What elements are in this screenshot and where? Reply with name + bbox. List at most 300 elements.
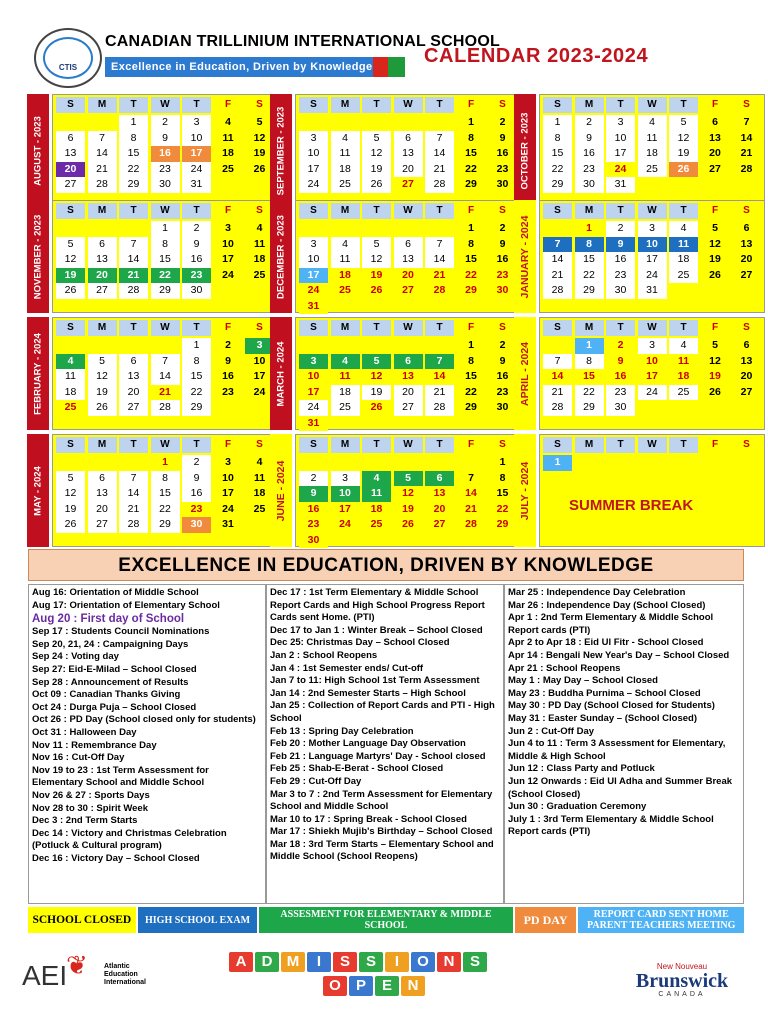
month-label-text: SEPTEMBER - 2023 bbox=[275, 106, 287, 195]
weekday-header: F bbox=[701, 437, 730, 453]
day-cell: 8 bbox=[457, 237, 486, 253]
day-cell: 18 bbox=[362, 502, 391, 518]
day-cell: 11 bbox=[331, 369, 360, 385]
day-cell: 23 bbox=[182, 502, 211, 518]
day-cell: 30 bbox=[151, 177, 180, 193]
month-grid bbox=[539, 317, 765, 430]
day-cell: 25 bbox=[331, 177, 360, 193]
day-cell: 9 bbox=[606, 237, 635, 253]
day-cell: 12 bbox=[701, 354, 730, 370]
event-item: Jan 25 : Collection of Report Cards and PTI - High School bbox=[270, 700, 495, 724]
day-cell: 11 bbox=[669, 354, 698, 370]
event-item: Sep 17 : Students Council Nominations bbox=[32, 626, 210, 638]
day-cell: 8 bbox=[575, 354, 604, 370]
day-cell: 28 bbox=[119, 283, 148, 299]
day-cell: 22 bbox=[457, 268, 486, 284]
day-cell: 3 bbox=[214, 221, 243, 237]
day-cell: 29 bbox=[457, 177, 486, 193]
day-cell: 27 bbox=[88, 517, 117, 533]
event-item: Aug 20 : First day of School bbox=[32, 613, 185, 626]
day-cell: 29 bbox=[488, 517, 517, 533]
day-cell: 18 bbox=[56, 385, 85, 401]
weekday-header: S bbox=[299, 203, 328, 219]
month-label bbox=[27, 94, 49, 207]
day-cell: 10 bbox=[299, 369, 328, 385]
day-cell: 8 bbox=[457, 354, 486, 370]
event-item: Mar 10 to 17 : Spring Break - School Closed bbox=[270, 813, 467, 825]
weekday-header: T bbox=[425, 203, 454, 219]
weekday-header: S bbox=[245, 320, 274, 336]
month-label-text: FEBRUARY - 2024 bbox=[32, 332, 44, 415]
maple-leaf-icon: ❦ bbox=[66, 950, 88, 980]
day-cell: 24 bbox=[299, 283, 328, 299]
weekday-header: M bbox=[88, 203, 117, 219]
day-cell: 2 bbox=[182, 455, 211, 471]
day-cell: 23 bbox=[488, 268, 517, 284]
weekday-header: S bbox=[56, 320, 85, 336]
weekday-header: T bbox=[119, 97, 148, 113]
month-grid bbox=[52, 94, 278, 207]
day-cell: 25 bbox=[331, 283, 360, 299]
day-cell: 11 bbox=[214, 131, 243, 147]
month-grid bbox=[539, 434, 765, 547]
day-cell: 15 bbox=[119, 146, 148, 162]
day-cell: 7 bbox=[119, 471, 148, 487]
month-label bbox=[270, 317, 292, 430]
day-cell: 31 bbox=[299, 299, 328, 315]
admissions-letter: N bbox=[437, 952, 461, 972]
day-cell: 22 bbox=[488, 502, 517, 518]
weekday-header: W bbox=[638, 203, 667, 219]
month-grid bbox=[295, 317, 521, 430]
event-item: Dec 17 to Jan 1 : Winter Break – School Closed bbox=[270, 624, 483, 636]
event-item: Jan 14 : 2nd Semester Starts – High School bbox=[270, 687, 466, 699]
month-label-text: JANUARY - 2024 bbox=[519, 215, 531, 298]
day-cell: 25 bbox=[214, 162, 243, 178]
month-label-text: NOVEMBER - 2023 bbox=[32, 214, 44, 299]
admissions-letter: M bbox=[281, 952, 305, 972]
day-cell: 21 bbox=[425, 162, 454, 178]
weekday-header: S bbox=[543, 437, 572, 453]
month-label-text: OCTOBER - 2023 bbox=[519, 112, 531, 189]
weekday-header: S bbox=[299, 320, 328, 336]
day-cell: 31 bbox=[214, 517, 243, 533]
legend bbox=[28, 907, 744, 933]
day-cell: 19 bbox=[394, 502, 423, 518]
day-cell: 21 bbox=[732, 146, 761, 162]
event-item: Aug 17: Orientation of Elementary School bbox=[32, 599, 220, 611]
month-label bbox=[514, 317, 536, 430]
day-cell: 16 bbox=[575, 146, 604, 162]
legend-assessment: ASSESMENT FOR ELEMENTARY & MIDDLE SCHOOL bbox=[259, 907, 512, 933]
day-cell: 21 bbox=[151, 385, 180, 401]
admissions-letter: S bbox=[463, 952, 487, 972]
day-cell: 30 bbox=[182, 517, 211, 533]
day-cell: 10 bbox=[606, 131, 635, 147]
day-cell: 19 bbox=[701, 252, 730, 268]
weekday-header: T bbox=[669, 320, 698, 336]
day-cell: 20 bbox=[732, 252, 761, 268]
day-cell: 26 bbox=[362, 177, 391, 193]
day-cell: 8 bbox=[119, 131, 148, 147]
day-cell: 18 bbox=[331, 162, 360, 178]
day-cell: 12 bbox=[56, 252, 85, 268]
day-cell: 1 bbox=[119, 115, 148, 131]
month-label-text: MAY - 2024 bbox=[32, 465, 44, 516]
weekday-header: W bbox=[151, 437, 180, 453]
day-cell: 10 bbox=[638, 354, 667, 370]
day-cell: 23 bbox=[606, 268, 635, 284]
day-cell: 22 bbox=[151, 502, 180, 518]
weekday-header: S bbox=[543, 203, 572, 219]
day-cell: 12 bbox=[394, 486, 423, 502]
day-cell: 14 bbox=[119, 486, 148, 502]
day-cell: 22 bbox=[575, 268, 604, 284]
day-cell: 4 bbox=[56, 354, 85, 370]
day-cell: 4 bbox=[331, 354, 360, 370]
event-item: Jun 12 : Class Party and Potluck bbox=[508, 763, 655, 775]
weekday-header: T bbox=[182, 203, 211, 219]
day-cell: 28 bbox=[425, 400, 454, 416]
weekday-header: S bbox=[56, 97, 85, 113]
weekday-header: F bbox=[214, 203, 243, 219]
day-cell: 20 bbox=[88, 268, 117, 284]
day-cell: 30 bbox=[606, 400, 635, 416]
day-cell: 28 bbox=[543, 283, 572, 299]
day-cell: 12 bbox=[362, 146, 391, 162]
day-cell: 4 bbox=[638, 115, 667, 131]
day-cell: 1 bbox=[151, 455, 180, 471]
day-cell: 5 bbox=[245, 115, 274, 131]
day-cell: 17 bbox=[638, 252, 667, 268]
day-cell: 13 bbox=[88, 252, 117, 268]
month-grid bbox=[52, 317, 278, 430]
month-11 bbox=[512, 434, 768, 549]
weekday-header: M bbox=[575, 203, 604, 219]
day-cell: 6 bbox=[701, 115, 730, 131]
day-cell: 26 bbox=[56, 517, 85, 533]
day-cell: 17 bbox=[182, 146, 211, 162]
event-item: Jun 12 Onwards : Eid Ul Adha and Summer Break (School Closed) bbox=[508, 775, 733, 800]
day-cell: 6 bbox=[88, 471, 117, 487]
day-cell: 6 bbox=[394, 237, 423, 253]
day-cell: 1 bbox=[575, 221, 604, 237]
open-letter: O bbox=[323, 976, 347, 996]
day-cell: 6 bbox=[394, 354, 423, 370]
day-cell: 18 bbox=[245, 252, 274, 268]
day-cell: 8 bbox=[182, 354, 211, 370]
day-cell: 11 bbox=[245, 471, 274, 487]
event-item: July 1 : 3rd Term Elementary & Middle School Report cards (PTI) bbox=[508, 813, 714, 838]
event-item: Feb 29 : Cut-Off Day bbox=[270, 775, 362, 787]
weekday-header: M bbox=[331, 320, 360, 336]
day-cell: 16 bbox=[488, 146, 517, 162]
weekday-header: S bbox=[732, 437, 761, 453]
event-item: Jun 2 : Cut-Off Day bbox=[508, 725, 595, 737]
day-cell: 2 bbox=[182, 221, 211, 237]
day-cell: 8 bbox=[575, 237, 604, 253]
weekday-header: T bbox=[119, 320, 148, 336]
month-grid bbox=[295, 94, 521, 207]
day-cell: 21 bbox=[119, 268, 148, 284]
event-item: Feb 21 : Language Martyrs' Day - School closed bbox=[270, 750, 486, 762]
event-item: Oct 24 : Durga Puja – School Closed bbox=[32, 701, 197, 713]
day-cell: 27 bbox=[425, 517, 454, 533]
day-cell: 21 bbox=[543, 385, 572, 401]
weekday-header: T bbox=[606, 97, 635, 113]
day-cell: 29 bbox=[457, 400, 486, 416]
weekday-header: S bbox=[488, 437, 517, 453]
month-label-text: JUNE - 2024 bbox=[275, 460, 287, 521]
event-item: Apr 2 to Apr 18 : Eid Ul Fitr - School Closed bbox=[508, 637, 704, 649]
day-cell: 19 bbox=[56, 502, 85, 518]
month-label-text: APRIL - 2024 bbox=[519, 341, 531, 406]
day-cell: 25 bbox=[669, 385, 698, 401]
day-cell: 28 bbox=[457, 517, 486, 533]
day-cell: 16 bbox=[606, 369, 635, 385]
school-name: CANADIAN TRILLINIUM INTERNATIONAL SCHOOL bbox=[105, 33, 500, 50]
day-cell: 1 bbox=[575, 338, 604, 354]
day-cell: 5 bbox=[362, 354, 391, 370]
admissions-letter: I bbox=[385, 952, 409, 972]
event-item: Oct 31 : Halloween Day bbox=[32, 726, 137, 738]
day-cell: 25 bbox=[669, 268, 698, 284]
day-cell: 23 bbox=[151, 162, 180, 178]
day-cell: 27 bbox=[394, 400, 423, 416]
month-label bbox=[27, 434, 49, 547]
day-cell: 28 bbox=[151, 400, 180, 416]
weekday-header: T bbox=[425, 320, 454, 336]
day-cell: 1 bbox=[457, 115, 486, 131]
day-cell: 5 bbox=[701, 221, 730, 237]
day-cell: 22 bbox=[457, 385, 486, 401]
day-cell: 31 bbox=[606, 177, 635, 193]
day-cell: 29 bbox=[182, 400, 211, 416]
day-cell: 15 bbox=[457, 252, 486, 268]
day-cell: 8 bbox=[488, 471, 517, 487]
month-grid bbox=[539, 94, 765, 207]
day-cell: 17 bbox=[331, 502, 360, 518]
weekday-header: M bbox=[575, 437, 604, 453]
day-cell: 14 bbox=[425, 369, 454, 385]
weekday-header: T bbox=[669, 437, 698, 453]
month-label bbox=[514, 434, 536, 547]
day-cell: 25 bbox=[56, 400, 85, 416]
day-cell: 6 bbox=[425, 471, 454, 487]
day-cell: 9 bbox=[299, 486, 328, 502]
day-cell: 7 bbox=[543, 237, 572, 253]
day-cell: 18 bbox=[638, 146, 667, 162]
day-cell: 16 bbox=[182, 252, 211, 268]
month-label bbox=[270, 94, 292, 207]
day-cell: 11 bbox=[362, 486, 391, 502]
day-cell: 20 bbox=[56, 162, 85, 178]
month-label-text: AUGUST - 2023 bbox=[32, 115, 44, 186]
day-cell: 21 bbox=[425, 385, 454, 401]
day-cell: 12 bbox=[88, 369, 117, 385]
day-cell: 20 bbox=[701, 146, 730, 162]
day-cell: 27 bbox=[732, 268, 761, 284]
day-cell: 9 bbox=[151, 131, 180, 147]
weekday-header: M bbox=[88, 437, 117, 453]
day-cell: 17 bbox=[214, 486, 243, 502]
event-item: Nov 11 : Remembrance Day bbox=[32, 739, 157, 751]
day-cell: 9 bbox=[182, 237, 211, 253]
event-item: Mar 18 : 3rd Term Starts – Elementary School and Middle School (School Reopens) bbox=[270, 838, 494, 863]
weekday-header: T bbox=[669, 97, 698, 113]
day-cell: 19 bbox=[245, 146, 274, 162]
month-label bbox=[270, 434, 292, 547]
aei-text: Atlantic Education International bbox=[104, 963, 147, 986]
day-cell: 1 bbox=[182, 338, 211, 354]
aei-logo: AEI bbox=[22, 960, 68, 991]
day-cell: 13 bbox=[425, 486, 454, 502]
event-item: Feb 20 : Mother Language Day Observation bbox=[270, 738, 466, 750]
day-cell: 14 bbox=[732, 131, 761, 147]
day-cell: 22 bbox=[457, 162, 486, 178]
month-1 bbox=[268, 94, 524, 209]
day-cell: 24 bbox=[299, 177, 328, 193]
day-cell: 6 bbox=[732, 338, 761, 354]
event-item: Mar 26 : Independence Day (School Closed) bbox=[508, 599, 706, 611]
day-cell: 10 bbox=[299, 252, 328, 268]
school-logo: CTIS bbox=[34, 28, 102, 88]
day-cell: 19 bbox=[56, 268, 85, 284]
day-cell: 28 bbox=[732, 162, 761, 178]
day-cell: 3 bbox=[299, 131, 328, 147]
day-cell: 11 bbox=[245, 237, 274, 253]
motto-banner: EXCELLENCE IN EDUCATION, DRIVEN BY KNOWLEDGE bbox=[28, 549, 744, 581]
weekday-header: F bbox=[701, 320, 730, 336]
weekday-header: W bbox=[151, 203, 180, 219]
day-cell: 19 bbox=[701, 369, 730, 385]
day-cell: 23 bbox=[488, 162, 517, 178]
day-cell: 13 bbox=[119, 369, 148, 385]
day-cell: 24 bbox=[245, 385, 274, 401]
day-cell: 12 bbox=[362, 369, 391, 385]
day-cell: 2 bbox=[299, 471, 328, 487]
new-brunswick-logo: New Nouveau Brunswick CANADA bbox=[635, 962, 729, 998]
event-item: Jan 2 : School Reopens bbox=[270, 649, 378, 661]
day-cell: 10 bbox=[214, 237, 243, 253]
weekday-header: F bbox=[214, 97, 243, 113]
day-cell: 14 bbox=[88, 146, 117, 162]
weekday-header: T bbox=[362, 203, 391, 219]
day-cell: 22 bbox=[182, 385, 211, 401]
day-cell: 13 bbox=[394, 146, 423, 162]
day-cell: 2 bbox=[214, 338, 243, 354]
day-cell: 24 bbox=[214, 268, 243, 284]
event-item: Mar 17 : Shiekh Mujib's Birthday – School Closed bbox=[270, 826, 493, 838]
event-item: May 1 : May Day – School Closed bbox=[508, 675, 658, 687]
weekday-header: T bbox=[182, 437, 211, 453]
day-cell: 23 bbox=[488, 385, 517, 401]
legend-high-school-exam: HIGH SCHOOL EXAM bbox=[138, 907, 258, 933]
month-label-text: JULY - 2024 bbox=[519, 461, 531, 520]
weekday-header: S bbox=[543, 320, 572, 336]
event-item: Nov 26 & 27 : Sports Days bbox=[32, 789, 150, 801]
day-cell: 7 bbox=[732, 115, 761, 131]
weekday-header: T bbox=[362, 320, 391, 336]
weekday-header: M bbox=[575, 320, 604, 336]
event-item: Jan 4 : 1st Semester ends/ Cut-off bbox=[270, 662, 424, 674]
weekday-header: W bbox=[394, 437, 423, 453]
day-cell: 19 bbox=[362, 385, 391, 401]
weekday-header: W bbox=[638, 320, 667, 336]
month-label bbox=[514, 94, 536, 207]
day-cell: 27 bbox=[394, 177, 423, 193]
day-cell: 14 bbox=[151, 369, 180, 385]
day-cell: 27 bbox=[56, 177, 85, 193]
day-cell: 8 bbox=[457, 131, 486, 147]
day-cell: 2 bbox=[575, 115, 604, 131]
day-cell: 5 bbox=[362, 131, 391, 147]
day-cell: 31 bbox=[182, 177, 211, 193]
day-cell: 10 bbox=[214, 471, 243, 487]
day-cell: 2 bbox=[606, 338, 635, 354]
month-label-text: DECEMBER - 2023 bbox=[275, 214, 287, 299]
day-cell: 3 bbox=[245, 338, 274, 354]
event-item: Dec 17 : 1st Term Elementary & Middle School Report Cards and High School Progress Report Cards sent Home. (PTI) bbox=[270, 587, 485, 624]
weekday-header: T bbox=[669, 203, 698, 219]
day-cell: 29 bbox=[575, 400, 604, 416]
month-2 bbox=[512, 94, 768, 209]
day-cell: 4 bbox=[331, 237, 360, 253]
weekday-header: W bbox=[151, 97, 180, 113]
day-cell: 25 bbox=[245, 502, 274, 518]
weekday-header: T bbox=[606, 203, 635, 219]
event-item: Jun 4 to 11 : Term 3 Assessment for Elementary, Middle & High School bbox=[508, 738, 726, 762]
day-cell: 8 bbox=[151, 237, 180, 253]
day-cell: 14 bbox=[543, 252, 572, 268]
weekday-header: M bbox=[331, 97, 360, 113]
day-cell: 19 bbox=[362, 162, 391, 178]
day-cell: 16 bbox=[299, 502, 328, 518]
day-cell: 13 bbox=[88, 486, 117, 502]
day-cell: 26 bbox=[669, 162, 698, 178]
day-cell: 14 bbox=[425, 146, 454, 162]
weekday-header: S bbox=[56, 437, 85, 453]
day-cell: 9 bbox=[488, 237, 517, 253]
month-7 bbox=[268, 317, 524, 432]
day-cell: 11 bbox=[669, 237, 698, 253]
month-grid bbox=[52, 434, 278, 547]
day-cell: 16 bbox=[488, 369, 517, 385]
legend-pd-day: PD DAY bbox=[515, 907, 577, 933]
event-item: Dec 16 : Victory Day – School Closed bbox=[32, 852, 200, 864]
events-column-1 bbox=[28, 584, 266, 904]
day-cell: 28 bbox=[425, 177, 454, 193]
weekday-header: S bbox=[488, 203, 517, 219]
day-cell: 26 bbox=[701, 385, 730, 401]
weekday-header: F bbox=[214, 437, 243, 453]
admissions-letter: A bbox=[229, 952, 253, 972]
month-6 bbox=[25, 317, 281, 432]
day-cell: 17 bbox=[299, 385, 328, 401]
weekday-header: S bbox=[245, 97, 274, 113]
day-cell: 27 bbox=[88, 283, 117, 299]
day-cell: 29 bbox=[575, 283, 604, 299]
day-cell: 15 bbox=[488, 486, 517, 502]
weekday-header: T bbox=[119, 203, 148, 219]
day-cell: 10 bbox=[299, 146, 328, 162]
day-cell: 19 bbox=[88, 385, 117, 401]
day-cell: 18 bbox=[331, 385, 360, 401]
day-cell: 24 bbox=[182, 162, 211, 178]
weekday-header: M bbox=[575, 97, 604, 113]
day-cell: 27 bbox=[394, 283, 423, 299]
day-cell: 28 bbox=[119, 517, 148, 533]
